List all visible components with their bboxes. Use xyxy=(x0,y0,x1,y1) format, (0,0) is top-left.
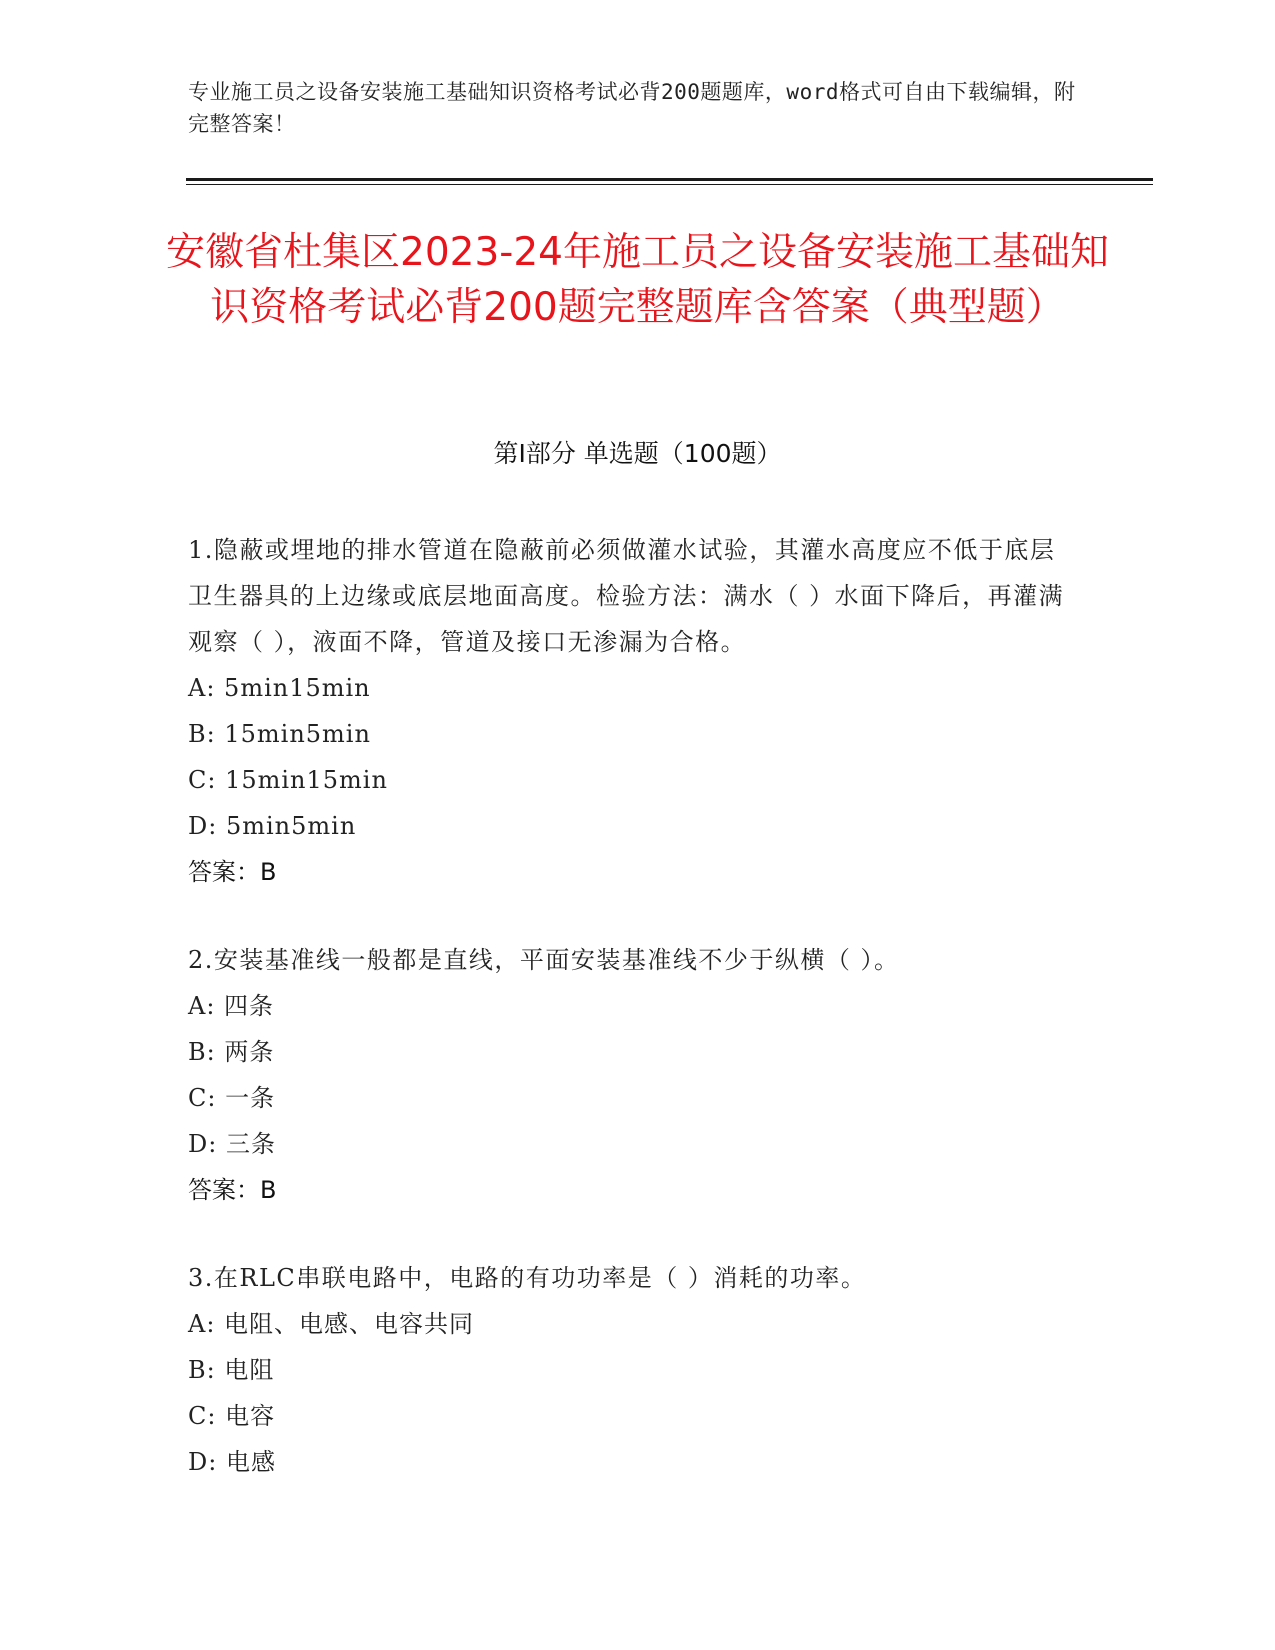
option-a: A: 电阻、电感、电容共同 xyxy=(188,1310,475,1338)
option-c: C: 15min15min xyxy=(188,766,388,794)
question-3 xyxy=(188,1255,1078,1485)
question-2 xyxy=(188,937,1078,1213)
option-b: B: 15min5min xyxy=(188,720,371,748)
section-title: 第Ⅰ部分 单选题（100题） xyxy=(493,439,782,468)
question-1 xyxy=(188,527,1078,895)
option-d: D: 电感 xyxy=(188,1448,276,1476)
question-stem: 3.在RLC串联电路中，电路的有功功率是（ ）消耗的功率。 xyxy=(188,1264,867,1292)
option-a: A: 5min15min xyxy=(188,674,371,702)
option-c: C: 一条 xyxy=(188,1084,276,1112)
option-b: B: 电阻 xyxy=(188,1356,275,1384)
option-d: D: 5min5min xyxy=(188,812,357,840)
answer: 答案：B xyxy=(188,858,277,886)
header-note: 专业施工员之设备安装施工基础知识资格考试必背200题题库，word格式可自由下载编辑，附完整答案！ xyxy=(188,80,1076,136)
document-title: 安徽省杜集区2023-24年施工员之设备安装施工基础知识资格考试必背200题完整题库含答案（典型题） xyxy=(166,230,1109,330)
header-divider-thin xyxy=(186,184,1153,185)
option-b: B: 两条 xyxy=(188,1038,275,1066)
question-stem: 2.安装基准线一般都是直线，平面安装基准线不少于纵横（ ）。 xyxy=(188,946,900,974)
option-d: D: 三条 xyxy=(188,1130,276,1158)
answer: 答案：B xyxy=(188,1176,277,1204)
option-c: C: 电容 xyxy=(188,1402,276,1430)
question-stem: 1.隐蔽或埋地的排水管道在隐蔽前必须做灌水试验，其灌水高度应不低于底层卫生器具的上边缘或底层地面高度。检验方法：满水（ ）水面下降后，再灌满观察（ ），液面不降，管道及接口无渗漏为合格。 xyxy=(188,536,1065,656)
question-list xyxy=(188,527,1078,1527)
option-a: A: 四条 xyxy=(188,992,275,1020)
header-divider-thick xyxy=(186,178,1153,181)
